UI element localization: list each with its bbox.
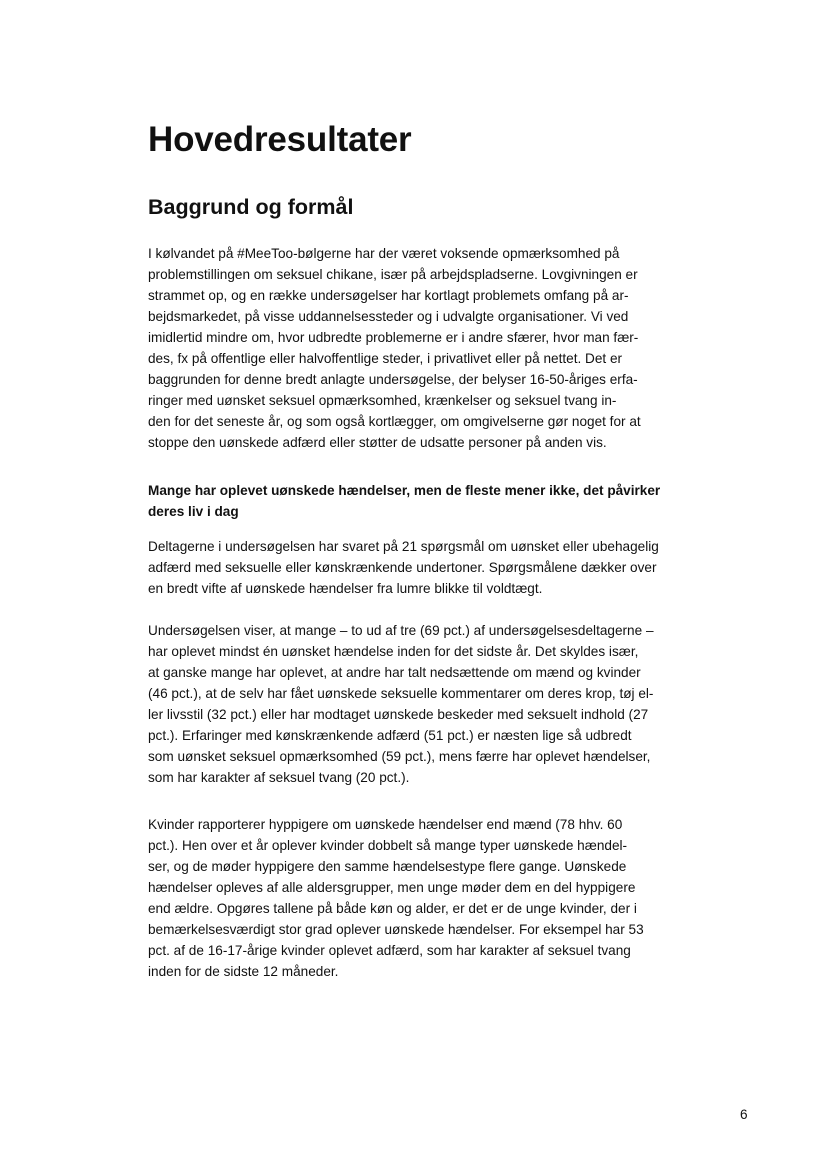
text-line: des, fx på offentlige eller halvoffentlige steder, i privatlivet eller på nettet. Det er [148, 351, 623, 366]
text-line: pct.). Erfaringer med kønskrænkende adfærd (51 pct.) er næsten lige så udbredt [148, 728, 632, 743]
text-line: som uønsket seksuel opmærksomhed (59 pct.), mens færre har oplevet hændelser, [148, 749, 651, 764]
text-line: pct.). Hen over et år oplever kvinder dobbelt så mange typer uønskede hændel- [148, 838, 628, 853]
text-line: strammet op, og en række undersøgelser har kortlagt problemets omfang på ar- [148, 288, 629, 303]
page-title: Hovedresultater [148, 120, 412, 159]
subheading-line: deres liv i dag [148, 504, 239, 519]
text-line: bemærkelsesværdigt stor grad oplever uønskede hændelser. For eksempel har 53 [148, 922, 644, 937]
text-line: Kvinder rapporterer hyppigere om uønskede hændelser end mænd (78 hhv. 60 [148, 817, 623, 832]
text-line: imidlertid mindre om, hvor udbredte problemerne er i andre sfærer, hvor man fær- [148, 330, 639, 345]
text-line: at ganske mange har oplevet, at andre har talt nedsættende om mænd og kvinder [148, 665, 641, 680]
text-line: hændelser opleves af alle aldersgrupper, men unge møder dem en del hyppigere [148, 880, 636, 895]
text-line: Undersøgelsen viser, at mange – to ud af tre (69 pct.) af undersøgelsesdeltagerne – [148, 623, 654, 638]
text-line: inden for de sidste 12 måneder. [148, 964, 339, 979]
text-line: har oplevet mindst én uønsket hændelse inden for det sidste år. Det skyldes især, [148, 644, 639, 659]
subheading-line: Mange har oplevet uønskede hændelser, men de fleste mener ikke, det påvirker [148, 483, 661, 498]
text-line: den for det seneste år, og som også kortlægger, om omgivelserne gør noget for at [148, 414, 641, 429]
text-line: bejdsmarkedet, på visse uddannelsessteder og i udvalgte organisationer. Vi ved [148, 309, 629, 324]
text-line: adfærd med seksuelle eller kønskrænkende undertoner. Spørgsmålene dækker over [148, 560, 657, 575]
text-line: I kølvandet på #MeeToo-bølgerne har der været voksende opmærksomhed på [148, 246, 620, 261]
text-line: ringer med uønsket seksuel opmærksomhed, krænkelser og seksuel tvang in- [148, 393, 617, 408]
text-line: en bredt vifte af uønskede hændelser fra lumre blikke til voldtægt. [148, 581, 543, 596]
text-line: end ældre. Opgøres tallene på både køn og alder, er det er de unge kvinder, der i [148, 901, 637, 916]
text-line: ler livsstil (32 pct.) eller har modtaget uønskede beskeder med seksuelt indhold (27 [148, 707, 649, 722]
section-heading: Baggrund og formål [148, 195, 354, 219]
text-line: problemstillingen om seksuel chikane, især på arbejdspladserne. Lovgivningen er [148, 267, 638, 282]
text-line: stoppe den uønskede adfærd eller støtter de udsatte personer på anden vis. [148, 435, 607, 450]
text-line: (46 pct.), at de selv har fået uønskede seksuelle kommentarer om deres krop, tøj el- [148, 686, 654, 701]
text-line: som har karakter af seksuel tvang (20 pct.). [148, 770, 410, 785]
page-number: 6 [740, 1107, 748, 1122]
text-line: ser, og de møder hyppigere den samme hændelsestype flere gange. Uønskede [148, 859, 627, 874]
text-line: baggrunden for denne bredt anlagte undersøgelse, der belyser 16-50-åriges erfa- [148, 372, 638, 387]
text-line: Deltagerne i undersøgelsen har svaret på 21 spørgsmål om uønsket eller ubehagelig [148, 539, 659, 554]
text-line: pct. af de 16-17-årige kvinder oplevet adfærd, som har karakter af seksuel tvang [148, 943, 631, 958]
